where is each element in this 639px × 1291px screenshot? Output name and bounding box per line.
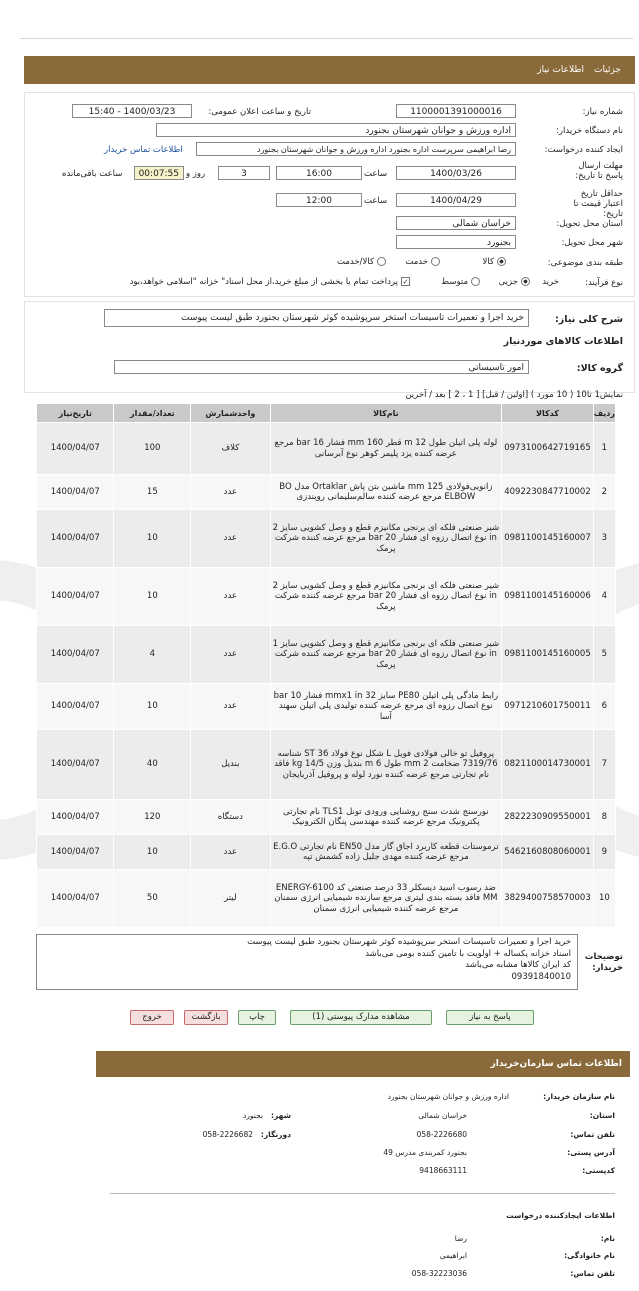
table-cell: 1400/04/07 (37, 730, 114, 800)
validity-label: حداقل تاریخ اعتبار قیمت تا تاریخ: (573, 189, 623, 219)
table-row (37, 626, 616, 684)
table-cell: 1400/04/07 (37, 684, 114, 730)
table-cell: شیر صنعتی فلکه ای برنجی مکانیزم قطع و وصل کشویی سایز 2 in نوع اتصال رزوه ای فشار 20 bar مرجع عرضه کننده شرکت پرمک (270, 568, 502, 626)
table-cell: 10 (114, 684, 191, 730)
table-cell: 1 (593, 423, 615, 475)
creator-phone-value: 058-32223036 (411, 1269, 467, 1278)
table-cell: ضد رسوب اسید دیسکلر 33 درصد صنعتی کد ENERGY-6100 MM فاقد بسته بندی لیتری مرجع سازنده شیمیایی انرژی سمنان مرجع عرضه کننده شیمیایی انرژی سمنان (270, 870, 502, 928)
table-row (37, 475, 616, 510)
table-cell: 0821100014730001 (502, 730, 594, 800)
table-cell: نورسنج شدت سنج روشنایی ورودی تونل TLS1 نام تجارتی پکترونیک مرجع عرضه کننده مهندسی پنگان الکترونیک (270, 800, 502, 835)
notes-line: خرید اجرا و تعمیرات تاسیسات استخر سرپوشیده کوثر شهرستان بجنورد طبق لیست پیوست (247, 937, 571, 947)
validity-time-field: 12:00 (276, 193, 362, 207)
table-cell: 10 (114, 568, 191, 626)
creator-label: ایجاد کننده درخواست: (544, 145, 623, 155)
radio-icon[interactable] (377, 257, 386, 266)
need-number-field: 1100001391000016 (396, 104, 516, 118)
province-contact-label: استان: (589, 1111, 615, 1120)
table-row (37, 423, 616, 475)
table-row (37, 510, 616, 568)
col-date: تاریخ‌نیاز (37, 404, 114, 423)
radio-icon[interactable] (497, 257, 506, 266)
family-value: ابراهیمی (439, 1251, 467, 1260)
table-cell: پروفیل تو خالی فولادی فویل L شکل نوع فولاد ST 36 شناسه 7319/76 ضخامت 2 mm طول 6 m بندیل وزن 14/5 kg فاقد نام تجارتی مرجع عرضه کننده نورد لوله و پروفیل آذربایجان (270, 730, 502, 800)
validity-date-field: 1400/04/29 (396, 193, 516, 207)
table-row (37, 684, 616, 730)
buyer-label: نام دستگاه خریدار: (556, 126, 623, 136)
table-cell: 50 (114, 870, 191, 928)
table-cell: دستگاه (191, 800, 270, 835)
postal-label: کدپستی: (582, 1166, 615, 1175)
table-cell: 0971210601750011 (502, 684, 594, 730)
goods-title: اطلاعات کالاهای موردنیاز (503, 336, 623, 347)
postal-value: 9418663111 (419, 1166, 467, 1175)
table-cell: 4 (593, 568, 615, 626)
table-cell: 3 (593, 510, 615, 568)
table-cell: رابط مادگی پلی اتیلن PE80 سایز 32 mmx1 in فشار 10 bar نوع اتصال رزوه ای مرجع عرضه کننده تولیدی پلی اتیلن سهند آسا (270, 684, 502, 730)
table-cell: عدد (191, 684, 270, 730)
table-cell: 0981100145160005 (502, 626, 594, 684)
group-label: گروه کالا: (576, 363, 623, 374)
name-value: رضا (454, 1234, 467, 1243)
city-contact-label: شهر: (271, 1111, 291, 1120)
items-table (36, 403, 616, 928)
table-cell: 3829400758570003 (502, 870, 594, 928)
deadline-label: مهلت ارسال پاسخ تا تاریخ: (575, 161, 623, 181)
province-field: خراسان شمالی (396, 216, 516, 230)
payment-note: ✓پرداخت تمام یا بخشی از مبلغ خرید،از محل اسناد" خزانه "اسلامی خواهد،بود (129, 277, 409, 287)
deadline-time-field: 16:00 (276, 166, 362, 180)
table-cell: کلاف (191, 423, 270, 475)
table-cell: عدد (191, 568, 270, 626)
table-cell: 2 (593, 475, 615, 510)
table-cell: 1400/04/07 (37, 835, 114, 870)
name-label: نام: (600, 1234, 615, 1243)
table-cell: 2822230909550001 (502, 800, 594, 835)
table-row (37, 800, 616, 835)
fax-label: دورنگار: (260, 1130, 291, 1139)
table-cell: شیر صنعتی فلکه ای برنجی مکانیزم قطع و وصل کشویی سایز 1 in نوع اتصال رزوه ای فشار 20 bar مرجع عرضه کننده شرکت پرمک (270, 626, 502, 684)
process-medium-option[interactable]: متوسط (441, 277, 483, 287)
table-cell: 40 (114, 730, 191, 800)
table-cell: بندیل (191, 730, 270, 800)
org-value: اداره ورزش و جوانان شهرستان بجنورد (387, 1092, 509, 1101)
notes-box (36, 934, 578, 990)
city-contact-value: بجنورد (242, 1111, 263, 1120)
announce-field: 1400/03/23 - 15:40 (72, 104, 192, 118)
buyer-field: اداره ورزش و جوانان شهرستان بجنورد (156, 123, 516, 137)
table-cell: شیر صنعتی فلکه ای برنجی مکانیزم قطع و وصل کشویی سایز 2 in نوع اتصال رزوه ای فشار 20 bar مرجع عرضه کننده شرکت پرمک (270, 510, 502, 568)
notes-line: 09391840010 (511, 971, 571, 982)
table-cell: 9 (593, 835, 615, 870)
announce-label: تاریخ و ساعت اعلان عمومی: (208, 107, 311, 117)
table-cell: 1400/04/07 (37, 423, 114, 475)
notes-line: اسناد خزانه یکساله + اولویت با تامین کننده بومی می‌باشد (365, 948, 571, 959)
table-cell: 6 (593, 684, 615, 730)
radio-icon[interactable] (431, 257, 440, 266)
days-label: روز و (186, 169, 206, 179)
table-cell: 1400/04/07 (37, 626, 114, 684)
table-row (37, 568, 616, 626)
pagination[interactable]: نمایش1 تا10 ( 10 مورد ) [اولین / قبل] [ 1 ، 2 ] بعد / آخرین (405, 390, 623, 400)
table-cell: لوله پلی اتیلن طول 12 m قطر 160 mm فشار 16 bar مرجع عرضه کننده یزد پلیمر کوهر نوع آبرسانی (270, 423, 502, 475)
table-cell: ترموستات قطعه کاربرد اجاق گاز مدل EN50 نام تجارتی E.G.O مرجع عرضه کننده مهدی جلیل زاده کشمش تپه (270, 835, 502, 870)
table-cell: 4 (114, 626, 191, 684)
city-label: شهر محل تحویل: (561, 238, 623, 248)
table-cell: 1400/04/07 (37, 870, 114, 928)
tab-need-info[interactable]: اطلاعات نیاز (537, 65, 585, 75)
table-cell: 1400/04/07 (37, 475, 114, 510)
province-contact-value: خراسان شمالی (418, 1111, 467, 1120)
attachments-button[interactable]: مشاهده مدارک پیوستی (1) (290, 1010, 432, 1025)
table-header-row (37, 404, 616, 423)
process-buy-option: خرید (542, 277, 559, 287)
radio-icon[interactable] (471, 277, 480, 286)
remaining-time-field: 00:07:55 (134, 166, 184, 180)
table-cell: 0981100145160006 (502, 568, 594, 626)
table-cell: عدد (191, 510, 270, 568)
table-cell: زانویی‌فولادی 125 mm ماشین بتن پاش Ortaklar مدل BO ELBOW مرجع عرضه کننده سالم‌سلیمانی رویندزی (270, 475, 502, 510)
table-cell: 0981100145160007 (502, 510, 594, 568)
table-row (37, 835, 616, 870)
col-unit: واحدشمارش (191, 404, 270, 423)
table-cell: 1400/04/07 (37, 510, 114, 568)
phone-value: 058-2226680 (416, 1130, 467, 1139)
page-header (24, 56, 635, 84)
summary-label: شرح کلی نیاز: (554, 314, 623, 325)
notes-line: کد ایران کالاها مشابه می‌باشد (465, 960, 571, 970)
need-number-label: شماره نیاز: (582, 107, 623, 117)
category-label: طبقه بندی موضوعی: (547, 258, 623, 268)
process-label: نوع فرآیند: (585, 278, 623, 288)
table-cell: 4092230847710002 (502, 475, 594, 510)
contact-title: اطلاعات تماس سازمان‌خریدار (96, 1051, 630, 1077)
deadline-time-label: ساعت (364, 169, 388, 179)
deadline-date-field: 1400/03/26 (396, 166, 516, 180)
table-cell: 10 (114, 510, 191, 568)
col-name: نام‌کالا (270, 404, 502, 423)
fax-value: 058-2226682 (202, 1130, 253, 1139)
creator-phone-label: تلفن تماس: (570, 1269, 615, 1278)
notes-label: توضیحات خریدار: (584, 952, 623, 973)
table-cell: عدد (191, 626, 270, 684)
divider (110, 1193, 615, 1194)
table-cell: 120 (114, 800, 191, 835)
col-row: ردیف (593, 404, 615, 423)
contact-buyer-link[interactable]: اطلاعات تماس خریدار (104, 145, 183, 155)
category-service-option[interactable]: خدمت (405, 257, 443, 267)
validity-time-label: ساعت (364, 196, 388, 206)
table-cell: 8 (593, 800, 615, 835)
table-cell: 5 (593, 626, 615, 684)
table-row (37, 870, 616, 928)
col-qty: تعداد/مقدار (114, 404, 191, 423)
print-button[interactable]: چاپ (238, 1010, 276, 1025)
table-cell: 100 (114, 423, 191, 475)
back-button[interactable]: بازگشت (184, 1010, 228, 1025)
org-label: نام سازمان خریدار: (543, 1092, 615, 1101)
table-cell: 0973100642719165 (502, 423, 594, 475)
address-label: آدرس پستی: (567, 1148, 615, 1157)
table-row (37, 730, 616, 800)
checkbox-icon[interactable]: ✓ (402, 278, 409, 286)
address-value: بجنورد کمربندی مدرس 49 (383, 1148, 467, 1157)
creator-info-title: اطلاعات ایجادکننده درخواست (506, 1211, 615, 1220)
table-cell: عدد (191, 475, 270, 510)
reply-button[interactable]: پاسخ به نیاز (446, 1010, 534, 1025)
city-field: بجنورد (396, 235, 516, 249)
province-label: استان محل تحویل: (556, 219, 623, 229)
radio-icon[interactable] (521, 277, 530, 286)
phone-label: تلفن تماس: (570, 1130, 615, 1139)
exit-button[interactable]: خروج (130, 1010, 174, 1025)
table-cell: عدد (191, 835, 270, 870)
table-cell: 7 (593, 730, 615, 800)
table-cell: 10 (114, 835, 191, 870)
table-cell: لیتر (191, 870, 270, 928)
family-label: نام خانوادگی: (564, 1251, 615, 1260)
days-field: 3 (218, 166, 270, 180)
table-cell: 1400/04/07 (37, 800, 114, 835)
col-code: کدکالا (502, 404, 594, 423)
category-both-option[interactable]: کالا/خدمت (337, 257, 389, 267)
table-cell: 1400/04/07 (37, 568, 114, 626)
table-cell: 10 (593, 870, 615, 928)
process-partial-option[interactable]: جزیی (499, 277, 533, 287)
tab-details[interactable]: جزئیات (594, 65, 621, 75)
group-field: امور تاسیساتی (114, 360, 529, 374)
table-cell: 15 (114, 475, 191, 510)
table-cell: 5462160808060001 (502, 835, 594, 870)
category-goods-option[interactable]: کالا (483, 257, 509, 267)
remaining-label: ساعت باقی‌مانده (62, 169, 123, 179)
creator-field: رضا ابراهیمی سرپرست اداره بجنورد اداره ورزش و جوانان شهرستان بجنورد (196, 142, 516, 156)
summary-field: خرید اجرا و تعمیرات تاسیسات استخر سرپوشیده کوثر شهرستان بجنورد طبق لیست پیوست (104, 309, 529, 327)
